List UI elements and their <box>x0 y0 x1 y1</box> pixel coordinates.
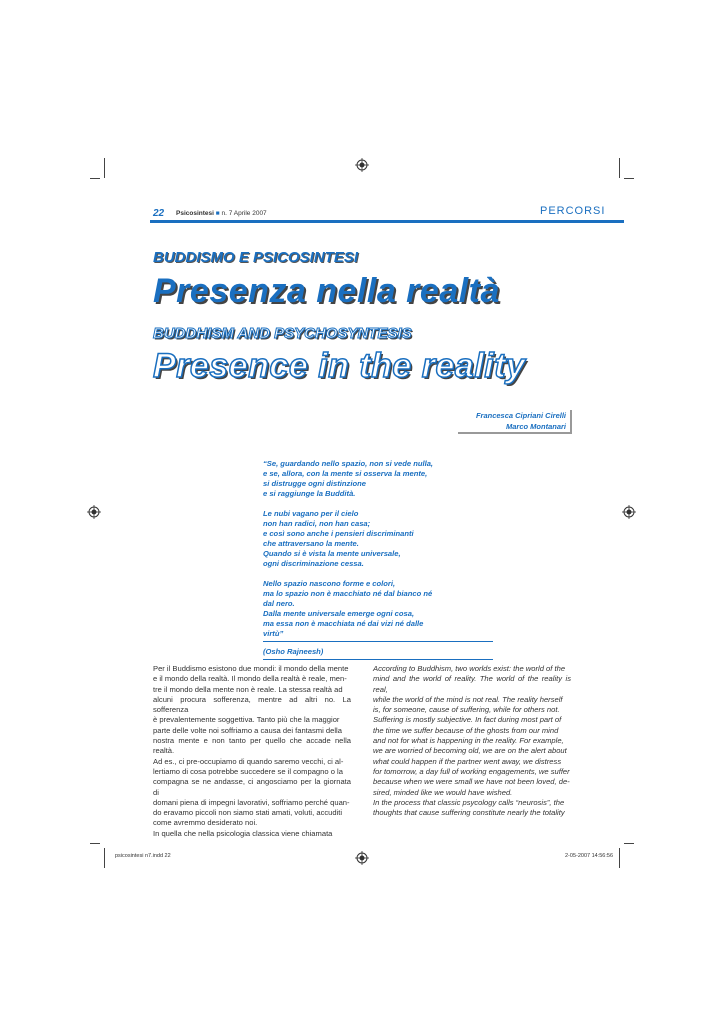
body-line: Ad es., ci pre-occupiamo di quando saremo vecchi, ci al- <box>153 756 344 766</box>
quote-line: si distrugge ogni distinzione <box>263 479 366 488</box>
body-line: do eravamo piccoli non siamo stati amati, voluti, accuditi <box>153 808 343 818</box>
crop-mark <box>104 848 105 868</box>
body-line: we are worried of becoming old, we are on the alert about <box>373 746 567 756</box>
subtitle-english: BUDDHISM AND PSYCHOSYNTESIS <box>153 325 412 342</box>
quote-line: e se, allora, con la mente si osserva la mente, <box>263 469 428 478</box>
body-line: thoughts that cause suffering constitute nearly the totality <box>373 808 565 818</box>
crop-mark <box>104 158 105 178</box>
quote-line: ogni discriminazione cessa. <box>263 559 364 568</box>
quote-line: che attraversano la mente. <box>263 539 359 548</box>
body-line: In the process that classic psycology calls “neurosis”, the <box>373 797 565 807</box>
body-line: for tomorrow, a day full of working engagements, we suffer <box>373 766 570 776</box>
separator-icon: ■ <box>215 210 220 217</box>
crop-mark <box>619 158 620 178</box>
quote-source-rule-bottom <box>263 659 493 660</box>
body-line: sired, minded like we would have wished. <box>373 787 513 797</box>
body-line: tre il mondo della mente non è reale. La stessa realtà ad <box>153 684 343 694</box>
author-name: Marco Montanari <box>505 422 566 431</box>
crop-mark <box>624 178 634 179</box>
quote-stanza <box>263 509 493 569</box>
quote-line: ma lo spazio non è macchiato né dal bianco né <box>263 589 433 598</box>
body-line: e il mondo della realtà. Il mondo della realtà è reale, men- <box>153 674 347 684</box>
body-column-english <box>373 664 571 818</box>
body-line: while the world of the mind is not real. The reality herself <box>373 694 563 704</box>
crop-mark <box>624 843 634 844</box>
quote-source-rule-top <box>263 641 493 642</box>
epigraph-quote <box>263 459 493 656</box>
body-line: domani piena di impegni lavorativi, soffriamo perché quan- <box>153 797 350 807</box>
registration-mark-icon <box>622 505 636 519</box>
quote-source: (Osho Rajneesh) <box>263 647 324 656</box>
quote-line: e così sono anche i pensieri discriminanti <box>263 529 414 538</box>
quote-line: “Se, guardando nello spazio, non si vede nulla, <box>263 459 434 468</box>
slug-filename: psicosintesi n7.indd 22 <box>115 853 171 859</box>
body-line: lertiamo di cosa potrebbe succedere se il compagno o la <box>153 766 343 776</box>
body-line: because when we were small we have not been loved, de- <box>373 777 570 787</box>
quote-line: ma essa non è macchiata né dai vizi né dalle <box>263 619 424 628</box>
quote-line: dal nero. <box>263 599 295 608</box>
body-line: è prevalentemente soggettiva. Tanto più che la maggior <box>153 715 340 725</box>
body-line: Suffering is mostly subjective. In fact during most part of <box>373 715 562 725</box>
quote-line: Nello spazio nascono forme e colori, <box>263 579 396 588</box>
registration-mark-icon <box>355 851 369 865</box>
body-line: According to Buddhism, two worlds exist: the world of the <box>373 664 566 673</box>
issue-info: n. 7 Aprile 2007 <box>221 210 267 217</box>
header-rule <box>150 220 624 223</box>
body-line: what could happen if the partner went away, we distress <box>373 756 562 766</box>
body-line: and not for what is happening in the reality. For example, <box>373 736 564 746</box>
registration-mark-icon <box>87 505 101 519</box>
quote-stanza <box>263 459 493 499</box>
page-number: 22 <box>153 208 165 219</box>
quote-stanza <box>263 579 493 639</box>
slug-timestamp: 2-05-2007 14:56:56 <box>565 853 614 859</box>
body-line: the time we suffer because of the ghosts from our mind <box>373 725 559 735</box>
crop-mark <box>90 178 100 179</box>
body-line: parte delle volte noi soffriamo a causa dei fantasmi della <box>153 725 342 735</box>
quote-line: Quando si è vista la mente universale, <box>263 549 401 558</box>
quote-line: Dalla mente universale emerge ogni cosa, <box>263 609 415 618</box>
registration-mark-icon <box>355 158 369 172</box>
body-line: come avremmo desiderato noi. <box>153 818 258 828</box>
body-line: compagna se ne andasse, ci angosciamo per la giornata di <box>153 777 351 797</box>
title-italian: Presenza nella realtà <box>153 272 500 310</box>
subtitle-italian: BUDDISMO E PSICOSINTESI <box>153 249 359 266</box>
section-label: PERCORSI <box>540 205 606 217</box>
quote-line: e si raggiunge la Buddità. <box>263 489 356 498</box>
authors <box>440 410 566 432</box>
body-line: In quella che nella psicologia classica viene chiamata <box>153 828 333 838</box>
body-line: mind and the world of reality. The world of the reality is real, <box>373 674 571 694</box>
publication-name: Psicosintesi <box>176 210 214 217</box>
title-english: Presence in the reality <box>153 347 526 385</box>
publication-info <box>176 210 267 217</box>
quote-line: Le nubi vagano per il cielo <box>263 509 359 518</box>
body-column-italian <box>153 664 351 839</box>
body-line: nostra mente e non tanto per quello che accade nella realtà. <box>153 736 351 756</box>
crop-mark <box>90 843 100 844</box>
quote-line: non han radici, non han casa; <box>263 519 371 528</box>
body-line: is, for someone, cause of suffering, while for others not. <box>373 705 560 715</box>
crop-mark <box>619 848 620 868</box>
body-line: Per il Buddismo esistono due mondi: il mondo della mente <box>153 664 349 673</box>
author-name: Francesca Cipriani Cirelli <box>475 411 566 420</box>
body-line: alcuni procura sofferenza, mentre ad altri no. La sofferenza <box>153 694 351 715</box>
quote-line: virtù” <box>263 629 284 638</box>
